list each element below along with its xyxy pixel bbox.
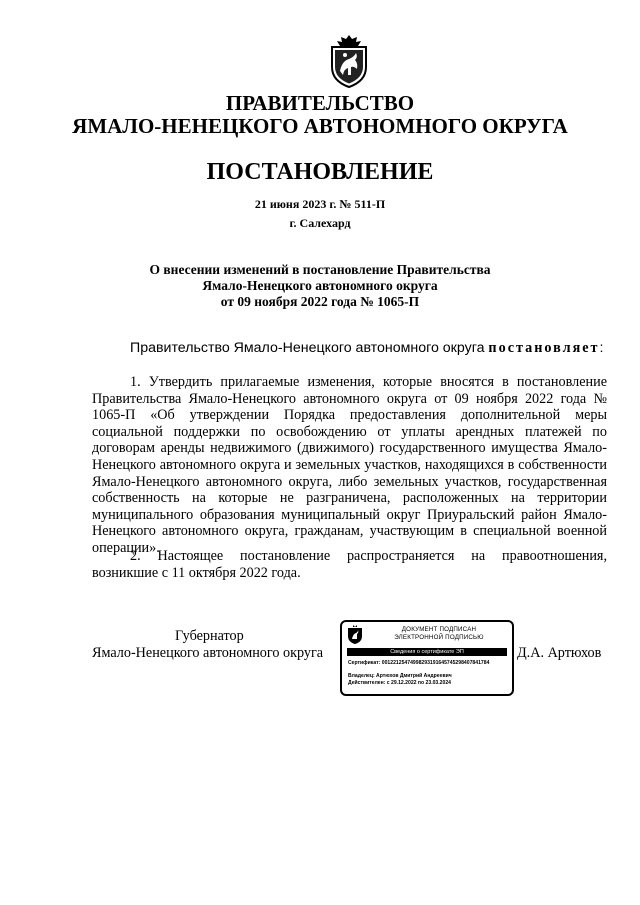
signatory-title-line2: Ямало-Ненецкого автономного округа: [92, 645, 324, 661]
stamp-validity: Действителен: с 29.12.2022 по 23.03.2024: [348, 679, 452, 686]
subject-line2: Ямало-Ненецкого автономного округа: [202, 278, 438, 293]
city: г. Салехард: [289, 216, 351, 230]
paragraph-1: 1. Утвердить прилагаемые изменения, которые вносятся в постановление Правительства Ямало-Ненецкого автономного округа от 09 ноября 2022 года № 1065-П «Об утверждении Порядка предоставления дополнительной меры социальной поддержки по освобождению от уплаты арендных платежей по договорам аренды недвижимого (движимого) государственного имущества Ямало-Ненецкого автономного округа и земельных участков, находящихся в собственности Ямало-Ненецкого автономного округа, либо земельных участков, государственная собственность на которые не разграничена, расположенных на территории муниципального образования муниципальный округ Приуральский район Ямало-Ненецкого автономного округа, гражданам, участвующим в специальной военной операции».: [92, 374, 607, 556]
signatory-title-line1: Губернатор: [175, 628, 244, 644]
intro-colon: :: [599, 340, 604, 356]
government-name-line1: ПРАВИТЕЛЬСТВО: [225, 91, 415, 115]
subject-line3: от 09 ноября 2022 года № 1065-П: [220, 294, 420, 309]
stamp-owner: Владелец: Артюхов Дмитрий Андреевич: [348, 673, 452, 679]
stamp-heading-line2: ЭЛЕКТРОННОЙ ПОДПИСЬЮ: [394, 634, 484, 641]
coat-of-arms-icon: [327, 33, 371, 89]
date-and-number: 21 июня 2023 г. № 511-П: [254, 197, 386, 211]
stamp-certificate-bar: Сведения о сертификате ЭП: [347, 648, 507, 656]
intro-paragraph: [92, 340, 607, 357]
paragraph-2: 2. Настоящее постановление распространяется на правоотношения, возникшие с 11 октября 2022 года.: [92, 548, 607, 581]
decree-word: постановляет: [488, 340, 600, 356]
electronic-signature-stamp: [340, 620, 514, 696]
stamp-certificate: Сертификат: 00122125474998293191645745298407841784: [348, 660, 490, 666]
signatory-name: Д.А. Артюхов: [517, 645, 602, 661]
stamp-heading-line1: ДОКУМЕНТ ПОДПИСАН: [401, 626, 477, 633]
stamp-emblem-icon: [347, 625, 363, 645]
document-type: ПОСТАНОВЛЕНИЕ: [206, 159, 434, 185]
subject-line1: О внесении изменений в постановление Правительства: [149, 262, 491, 277]
intro-text: Правительство Ямало-Ненецкого автономного округа: [130, 340, 489, 356]
government-name-line2: ЯМАЛО-НЕНЕЦКОГО АВТОНОМНОГО ОКРУГА: [72, 114, 568, 138]
document-subject: [0, 262, 640, 310]
